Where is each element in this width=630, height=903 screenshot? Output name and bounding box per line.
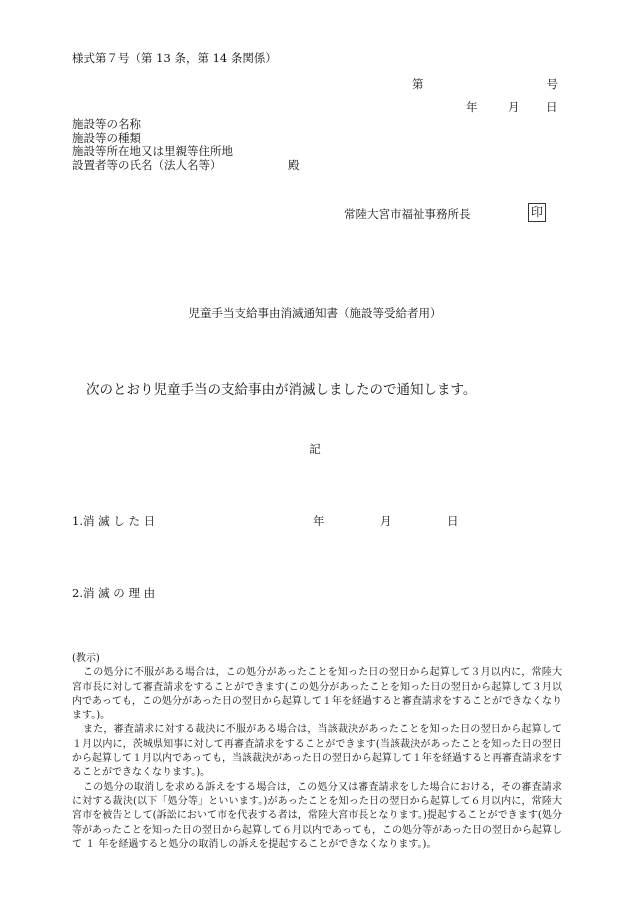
guidance-heading: (教示) bbox=[72, 653, 100, 664]
guidance-paragraph: この処分の取消しを求める訴えをする場合は，この処分又は審査請求をした場合における，その審査請求に対する裁決(以下「処分等」といいます。)があったことを知った日の翌日から起算して６月以内に，常陸大宮市を被告として(訴訟において市を代表する者は，常陸大宮市長となります。)提起することができます(処分等があったことを知った日の翌日から起算して６月以内であっても，この処分等があった日の翌日から起算して １ 年を経過すると処分の取消しの訴えを提起することができなくなります。)。 bbox=[72, 781, 562, 850]
document-number-prefix: 第 bbox=[412, 77, 424, 91]
guidance-paragraph: また，審査請求に対する裁決に不服がある場合は，当該裁決があったことを知った日の翌日から起算して１月以内に，茨城県知事に対して再審査請求をすることができます(当該裁決があったことを知った日の翌日から起算して１月以内であっても，当該裁決があった日の翌日から起算して１年を経過すると再審査請求をすることができなくなります。)。 bbox=[72, 724, 562, 779]
document-title: 児童手当支給事由消滅通知書（施設等受給者用） bbox=[188, 306, 442, 320]
item1-year-label: 年 bbox=[313, 514, 325, 528]
ki-heading: 記 bbox=[309, 442, 321, 456]
notice-text: 次のとおり児童手当の支給事由が消滅しましたので通知します。 bbox=[86, 382, 477, 398]
facility-address-label: 施設等所在地又は里親等住所地 bbox=[72, 144, 233, 158]
date-year-label: 年 bbox=[466, 100, 478, 114]
recipient-block bbox=[72, 118, 233, 172]
document-number-suffix: 号 bbox=[546, 77, 558, 91]
date-day-label: 日 bbox=[546, 100, 558, 114]
form-number: 様式第７号（第 13 条，第 14 条関係） bbox=[72, 51, 277, 65]
facility-type-label: 施設等の種類 bbox=[72, 130, 141, 145]
item2-label: 2.消 滅 の 理 由 bbox=[72, 586, 156, 600]
guidance-paragraph: この処分に不服がある場合は，この処分があったことを知った日の翌日から起算して３月以内に，常陸大宮市長に対して審査請求をすることができます(この処分があったことを知った日の翌日から起算して３月以内であっても，この処分があった日の翌日から起算して１年を経過すると審査請求をすることができなくなります。)。 bbox=[72, 667, 562, 722]
guidance-section bbox=[72, 652, 562, 852]
item1-day-label: 日 bbox=[447, 514, 459, 528]
date-month-label: 月 bbox=[508, 100, 520, 114]
issuer-name: 常陸大宮市福祉事務所長 bbox=[344, 207, 471, 221]
honorific: 殿 bbox=[288, 158, 300, 172]
item1-label: 1.消 滅 し た 日 bbox=[72, 514, 156, 528]
facility-name-label: 施設等の名称 bbox=[72, 117, 141, 131]
founder-name-label: 設置者等の氏名（法人名等） bbox=[72, 157, 222, 172]
seal-stamp: 印 bbox=[528, 203, 546, 222]
item1-month-label: 月 bbox=[380, 514, 392, 528]
